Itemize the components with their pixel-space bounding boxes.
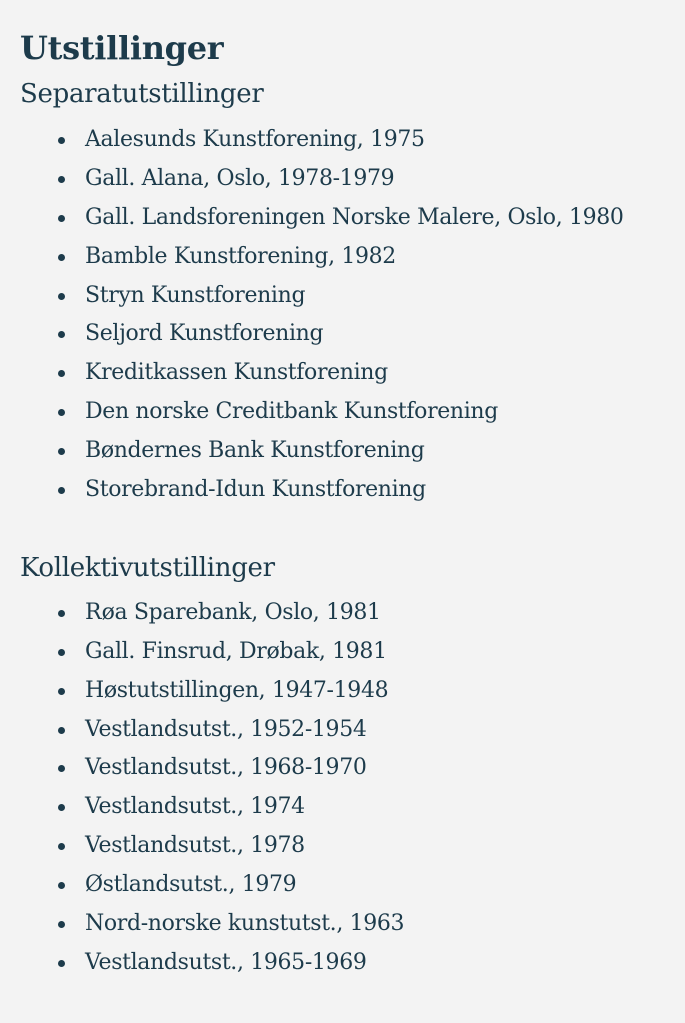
bullet-icon [58, 649, 65, 656]
bullet-icon [58, 960, 65, 967]
list-item: Vestlandsutst., 1952-1954 [20, 711, 680, 750]
bullet-icon [58, 765, 65, 772]
bullet-icon [58, 370, 65, 377]
list-item: Røa Sparebank, Oslo, 1981 [20, 594, 680, 633]
list-item: Vestlandsutst., 1965-1969 [20, 944, 680, 983]
list-item: Vestlandsutst., 1978 [20, 827, 680, 866]
list-item: Nord-norske kunstutst., 1963 [20, 905, 680, 944]
bullet-icon [58, 176, 65, 183]
bullet-icon [58, 448, 65, 455]
list-item: Stryn Kunstforening [20, 277, 680, 316]
list-item: Høstutstillingen, 1947-1948 [20, 672, 680, 711]
list-item: Vestlandsutst., 1968-1970 [20, 749, 680, 788]
bullet-icon [58, 804, 65, 811]
bullet-icon [58, 727, 65, 734]
exhibitions-section [20, 26, 680, 983]
bullet-icon [58, 921, 65, 928]
list-item: Vestlandsutst., 1974 [20, 788, 680, 827]
bullet-icon [58, 215, 65, 222]
bullet-icon [58, 882, 65, 889]
bullet-icon [58, 688, 65, 695]
bullet-icon [58, 487, 65, 494]
bullet-icon [58, 331, 65, 338]
solo-exhibitions-heading: Separatutstillinger [20, 79, 264, 109]
bullet-icon [58, 254, 65, 261]
list-item: Gall. Alana, Oslo, 1978-1979 [20, 160, 680, 199]
bullet-icon [58, 610, 65, 617]
list-item: Bøndernes Bank Kunstforening [20, 432, 680, 471]
bullet-icon [58, 409, 65, 416]
bullet-icon [58, 843, 65, 850]
list-item: Østlandsutst., 1979 [20, 866, 680, 905]
page-title: Utstillinger [20, 29, 224, 67]
list-item: Bamble Kunstforening, 1982 [20, 238, 680, 277]
group-exhibitions-heading: Kollektivutstillinger [20, 552, 275, 583]
bullet-icon [58, 137, 65, 144]
list-item: Kreditkassen Kunstforening [20, 354, 680, 393]
list-item: Seljord Kunstforening [20, 315, 680, 354]
list-item: Aalesunds Kunstforening, 1975 [20, 121, 680, 160]
bullet-icon [58, 293, 65, 300]
solo-exhibitions-list [20, 121, 680, 510]
list-item: Den norske Creditbank Kunstforening [20, 393, 680, 432]
list-item: Gall. Finsrud, Drøbak, 1981 [20, 633, 680, 672]
list-item: Storebrand-Idun Kunstforening [20, 471, 680, 510]
list-item: Gall. Landsforeningen Norske Malere, Oslo, 1980 [20, 199, 680, 238]
group-exhibitions-list [20, 594, 680, 983]
